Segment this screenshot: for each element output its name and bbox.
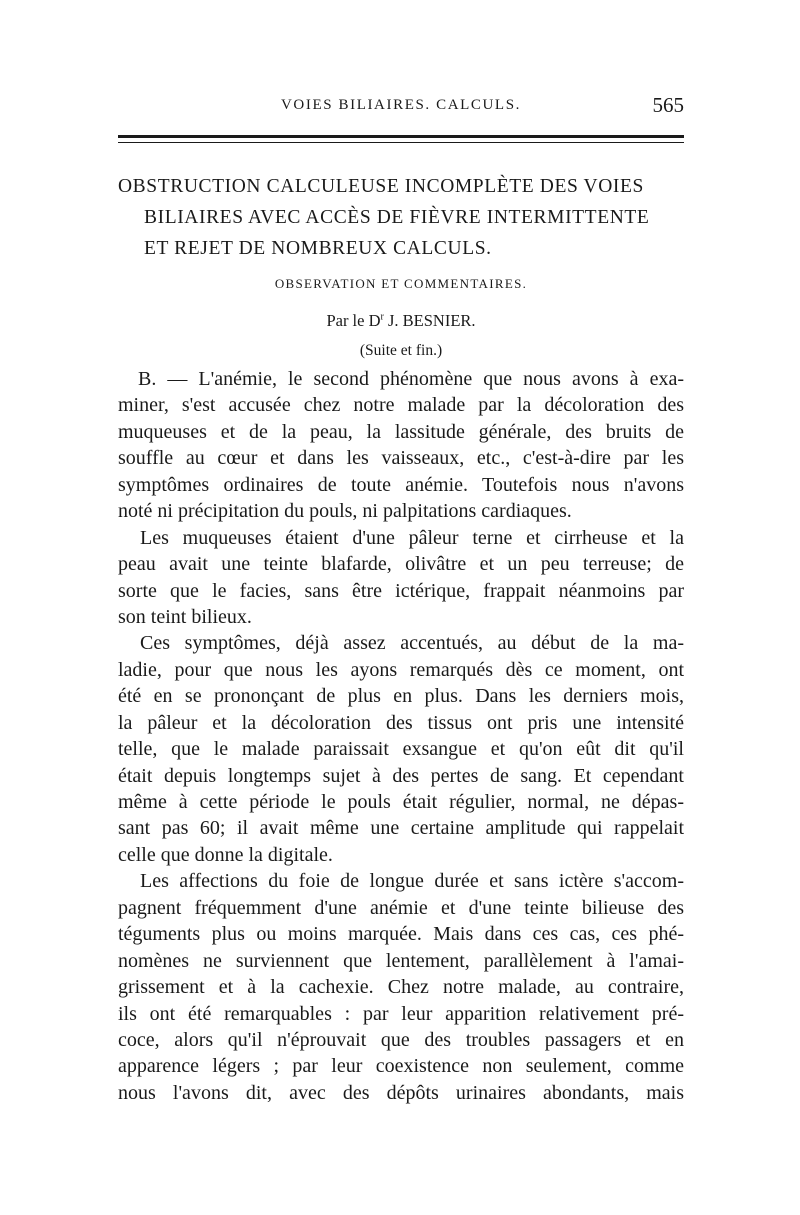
author-prefix: Par le D xyxy=(326,311,381,330)
running-head-title: VOIES BILIAIRES. CALCULS. xyxy=(280,97,521,113)
text-line: muqueuses et de la peau, la lassitude générale, des bruits de xyxy=(118,420,684,443)
text-line: pagnent fréquemment d'une anémie et d'une teinte bilieuse des xyxy=(118,896,684,919)
text-line: Les affections du foie de longue durée et sans ictère s'accom- xyxy=(140,870,684,893)
article-subtitle: OBSERVATION ET COMMENTAIRES. xyxy=(274,276,528,291)
author-line xyxy=(118,311,684,331)
page-number: 565 xyxy=(652,93,684,117)
text-line: nous l'avons dit, avec des dépôts urinaires abondants, mais xyxy=(118,1081,684,1104)
article-title-line: OBSTRUCTION CALCULEUSE INCOMPLÈTE DES VOIES xyxy=(118,176,644,197)
text-line: ladie, pour que nous les ayons remarqués dès ce moment, ont xyxy=(118,658,684,681)
article-title xyxy=(118,171,688,264)
header-rule-thin xyxy=(118,142,684,143)
text-line: sorte que le facies, sans être ictérique, frappait néanmoins par xyxy=(118,579,684,602)
text-line: B. — L'anémie, le second phénomène que nous avons à exa- xyxy=(138,368,684,390)
article-title-line: BILIAIRES AVEC ACCÈS DE FIÈVRE INTERMITTENTE xyxy=(144,207,650,228)
text-line: Ces symptômes, déjà assez accentués, au début de la ma- xyxy=(140,632,684,655)
text-line: été en se prononçant de plus en plus. Dans les derniers mois, xyxy=(118,685,684,708)
continuation-note: (Suite et fin.) xyxy=(359,342,443,359)
body-text xyxy=(118,366,684,1106)
text-line: Les muqueuses étaient d'une pâleur terne et cirrheuse et la xyxy=(140,526,684,549)
text-line: grissement et à la cachexie. Chez notre malade, au contraire, xyxy=(118,976,684,999)
text-line: même à cette période le pouls était régulier, normal, ne dépas- xyxy=(118,791,684,813)
author-name: J. BESNIER. xyxy=(383,311,476,330)
text-line: était depuis longtemps sujet à des pertes de sang. Et cependant xyxy=(118,764,684,787)
text-line: noté ni précipitation du pouls, ni palpitations cardiaques. xyxy=(118,500,572,523)
text-line: téguments plus ou moins marquée. Mais dans ces cas, ces phé- xyxy=(118,923,684,946)
text-line: son teint bilieux. xyxy=(118,605,252,628)
text-line: apparence légers ; par leur coexistence non seulement, comme xyxy=(118,1055,684,1078)
text-line: souffle au cœur et dans les vaisseaux, etc., c'est-à-dire par les xyxy=(118,447,684,470)
text-line: telle, que le malade paraissait exsangue et qu'on eût dit qu'il xyxy=(118,738,684,761)
text-line: miner, s'est accusée chez notre malade par la décoloration des xyxy=(118,394,684,417)
text-line: la pâleur et la décoloration des tissus ont pris une intensité xyxy=(118,711,684,734)
author-title-superscript: r xyxy=(380,311,384,323)
text-line: coce, alors qu'il n'éprouvait que des troubles passagers et en xyxy=(118,1028,684,1051)
running-head xyxy=(118,93,684,119)
text-line: ils ont été remarquables : par leur apparition relativement pré- xyxy=(118,1002,684,1025)
text-line: peau avait une teinte blafarde, olivâtre et un peu terreuse; de xyxy=(118,553,684,576)
text-line: nomènes ne surviennent que lentement, parallèlement à l'amai- xyxy=(118,949,684,972)
header-rule-thick xyxy=(118,135,684,138)
text-line: symptômes ordinaires de toute anémie. Toutefois nous n'avons xyxy=(118,473,684,496)
text-line: celle que donne la digitale. xyxy=(118,843,333,866)
text-line: sant pas 60; il avait même une certaine amplitude qui rappelait xyxy=(118,817,684,840)
article-title-line: ET REJET DE NOMBREUX CALCULS. xyxy=(144,238,492,259)
